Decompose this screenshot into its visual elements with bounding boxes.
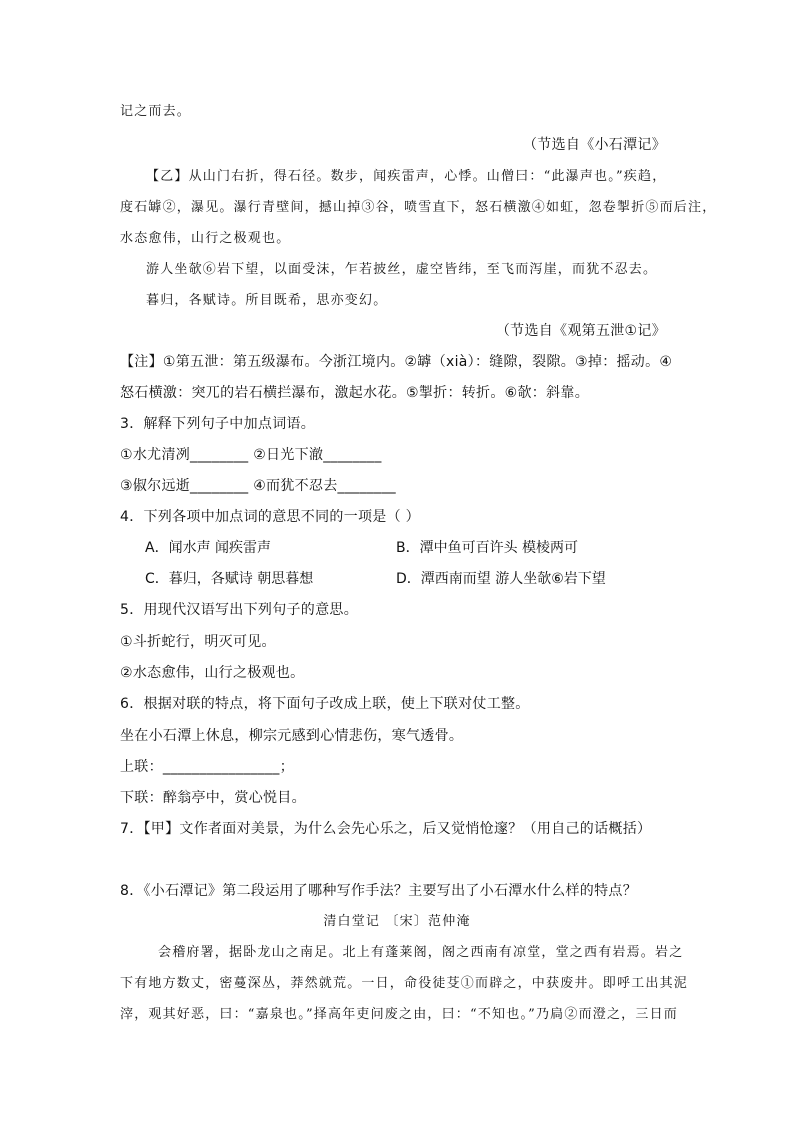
question-4: 4．下列各项中加点词的意思不同的一项是（ ）	[120, 509, 420, 525]
annotation-line-1: 【注】①第五泄：第五级瀑布。今浙江境内。②罅（xià）：缝隙，裂隙。③掉：摇动。④	[120, 354, 673, 370]
question-4-option-d: D．潭西南而望 游人坐欹⑥岩下望	[396, 571, 606, 587]
question-7: 7．【甲】文作者面对美景，为什么会先心乐之，后又觉悄怆邃？（用自己的话概括）	[120, 821, 652, 837]
passage-bing-line-2: 下有地方数丈，密蔓深丛，莽然就荒。一日，命役徒芟①而辟之，中获废井。即呼工出其泥	[120, 976, 689, 991]
question-5-item-2: ②水态愈伟，山行之极观也。	[120, 665, 305, 681]
passage-jia-ending: 记之而去。	[120, 104, 192, 119]
passage-bing-line-1: 会稽府署，据卧龙山之南足。北上有蓬莱阁，阁之西南有凉堂，堂之西有岩焉。岩之	[158, 945, 684, 960]
question-3-items-2: ③俶尔远逝________ ④而犹不忍去________	[120, 478, 396, 494]
question-4-option-b: B．潭中鱼可百许头 模棱两可	[396, 540, 579, 556]
question-3-items-1: ①水尤清冽________ ②日光下澈________	[120, 447, 382, 463]
question-8: 8．《小石潭记》第二段运用了哪种写作手法？主要写出了小石潭水什么样的特点？	[120, 883, 638, 899]
question-4-option-a: A．闻水声 闻疾雷声	[145, 540, 272, 556]
question-6-sentence: 坐在小石潭上休息，柳宗元感到心情悲伤，寒气透骨。	[120, 728, 464, 744]
question-5: 5．用现代汉语写出下列句子的意思。	[120, 602, 359, 618]
question-6: 6．根据对联的特点，将下面句子改成上联，使上下联对仗工整。	[120, 696, 530, 712]
passage-yi-line-2: 度石罅②，瀑见。瀑行青壁间，撼山掉③谷，喷雪直下，怒石横激④如虹，忽卷掣折⑤而后注，	[120, 200, 717, 215]
question-6-lower-couplet: 下联：醉翁亭中，赏心悦目。	[120, 790, 306, 806]
source-citation-jia: （节选自《小石潭记》	[523, 137, 666, 153]
passage-yi-line-4: 游人坐欹⑥岩下望，以面受沫，乍若披丝，虚空皆纬，至飞而泻崖，而犹不忍去。	[146, 262, 658, 277]
annotation-line-2: 怒石横激：突兀的岩石横拦瀑布，激起水花。⑤掣折：转折。⑥欹：斜靠。	[120, 385, 589, 401]
passage-yi-line-5: 暮归，各赋诗。所目既希，思亦变幻。	[146, 293, 388, 308]
passage-bing-line-3: 滓，观其好恶，曰：“嘉泉也。”择高年吏问废之由，曰：“不知也。”乃扃②而澄之，三日而	[120, 1007, 678, 1022]
question-3: 3．解释下列句子中加点词语。	[120, 416, 316, 432]
passage-yi-line-3: 水态愈伟，山行之极观也。	[120, 231, 291, 246]
passage-yi-line-1: 【乙】从山门右折，得石径。数步，闻疾雷声，心悸。山僧曰：“此瀑声也。”疾趋，	[146, 169, 667, 184]
question-6-upper-couplet: 上联：________________；	[120, 759, 294, 775]
passage-title: 清白堂记 〔宋〕范仲淹	[323, 914, 471, 929]
source-citation-yi: （节选自《观第五泄①记》	[495, 323, 666, 339]
question-4-option-c: C．暮归，各赋诗 朝思暮想	[145, 571, 314, 587]
question-5-item-1: ①斗折蛇行，明灭可见。	[120, 634, 276, 650]
